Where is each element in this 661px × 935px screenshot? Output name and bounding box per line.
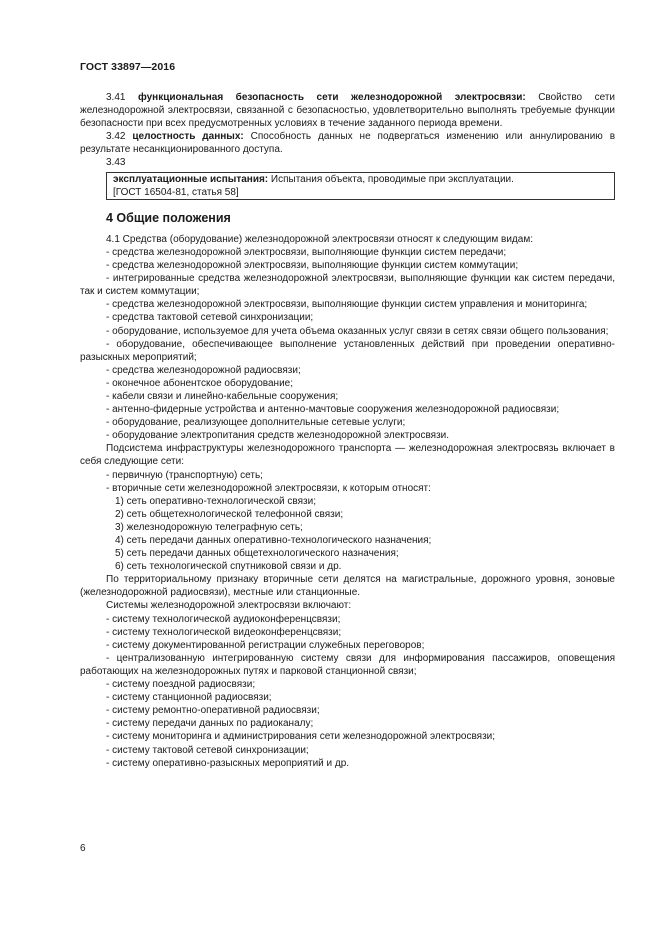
paragraph: - оборудование, используемое для учета объема оказанных услуг связи в сетях связи общего пользования; [106, 325, 609, 337]
paragraph: - систему передачи данных по радиоканалу; [106, 718, 314, 730]
paragraph: - оборудование электропитания средств железнодорожной электросвязи. [106, 430, 450, 442]
definition-text: Способность данных не подвергаться изменению или аннулированию в результате несанкционированного доступа. [80, 131, 616, 156]
paragraph: - систему поездной радиосвязи; [106, 679, 256, 691]
paragraph: - систему оперативно-разыскных мероприятий и др. [106, 757, 350, 769]
sub-list-item: 6) сеть технологической спутниковой связи и др. [115, 561, 342, 573]
definition-number: 3.41 [106, 92, 126, 103]
paragraph: - кабели связи и линейно-кабельные сооружения; [106, 390, 339, 402]
paragraph: - систему ремонтно-оперативной радиосвязи; [106, 705, 320, 717]
definition-3-43-number: 3.43 [106, 157, 126, 169]
page-number: 6 [80, 843, 86, 854]
paragraph: - систему станционной радиосвязи; [106, 692, 272, 704]
paragraph: Подсистема инфраструктуры железнодорожного транспорта — железнодорожная электросвязь включает в себя следующие сети: [80, 443, 615, 468]
paragraph: - систему технологической аудиоконференцсвязи; [106, 613, 341, 625]
paragraph: - систему документированной регистрации служебных переговоров; [106, 639, 425, 651]
paragraph: - первичную (транспортную) сеть; [106, 469, 263, 481]
paragraph: - систему тактовой сетевой синхронизации; [106, 744, 309, 756]
paragraph: - вторичные сети железнодорожной электросвязи, к которым относят: [106, 482, 431, 494]
paragraph: - средства железнодорожной электросвязи, выполняющие функции систем коммутации; [106, 260, 519, 272]
definition-term: эксплуатационные испытания: [113, 173, 269, 185]
definition-3-43-box [106, 172, 615, 200]
paragraph: - средства тактовой сетевой синхронизации; [106, 312, 314, 324]
sub-list-item: 4) сеть передачи данных оперативно-технологического назначения; [115, 535, 432, 546]
paragraph: - централизованную интегрированную систему связи для информирования пассажиров, оповещения работающих на железнодорожных путях и парковой станционной связи; [80, 652, 615, 677]
definition-reference: [ГОСТ 16504-81, статья 58] [113, 186, 239, 198]
sub-list-item: 2) сеть общетехнологической телефонной связи; [115, 508, 344, 520]
document-body [80, 91, 615, 770]
paragraph: - оборудование, реализующее дополнительные сетевые услуги; [106, 417, 406, 429]
definition-text: Испытания объекта, проводимые при эксплуатации. [268, 173, 514, 185]
paragraph: - оконечное абонентское оборудование; [106, 377, 293, 389]
sub-list-item: 5) сеть передачи данных общетехнологического назначения; [115, 548, 399, 560]
paragraph: - систему мониторинга и администрирования сети железнодорожной электросвязи; [106, 731, 496, 743]
definition-term: функциональная безопасность сети железнодорожной электросвязи: [137, 92, 526, 103]
definition-3-43 [113, 173, 608, 186]
paragraph: - средства железнодорожной электросвязи, выполняющие функции систем управления и мониторинга; [106, 299, 588, 311]
paragraph: - систему технологической видеоконференцсвязи; [106, 626, 342, 638]
sub-list-item: 3) железнодорожную телеграфную сеть; [115, 521, 303, 533]
definition-number: 3.42 [106, 131, 126, 143]
paragraph: - интегрированные средства железнодорожной электросвязи, выполняющие функции как систем передачи, так и систем коммутации; [80, 273, 615, 298]
document-header: ГОСТ 33897—2016 [80, 61, 176, 73]
definition-3-41 [80, 91, 615, 130]
section-content [80, 233, 615, 770]
section-heading: 4 Общие положения [106, 210, 231, 225]
paragraph: 4.1 Средства (оборудование) железнодорожной электросвязи относят к следующим видам: [106, 233, 533, 245]
paragraph: - средства железнодорожной электросвязи, выполняющие функции систем передачи; [106, 246, 507, 258]
paragraph: По территориальному признаку вторичные сети делятся на магистральные, дорожного уровня, зоновые (железнодорожной радиосвязи), местные или станционные. [80, 574, 615, 599]
paragraph: - антенно-фидерные устройства и антенно-мачтовые сооружения железнодорожной радиосвязи; [106, 404, 560, 416]
paragraph: - оборудование, обеспечивающее выполнение установленных действий при проведении оперативно-разыскных мероприятий; [80, 338, 615, 363]
definition-text: Свойство сети железнодорожной электросвязи, связанной с безопасностью, удовлетворительно выполнять требуемые функции безопасности при всех предусмотренных условиях в течение заданного периода времени. [80, 92, 616, 130]
paragraph: - средства железнодорожной радиосвязи; [106, 364, 301, 376]
sub-list-item: 1) сеть оперативно-технологической связи; [115, 495, 316, 507]
definition-3-42 [80, 130, 615, 156]
paragraph: Системы железнодорожной электросвязи включают: [106, 600, 352, 612]
definition-term: целостность данных: [132, 131, 244, 143]
